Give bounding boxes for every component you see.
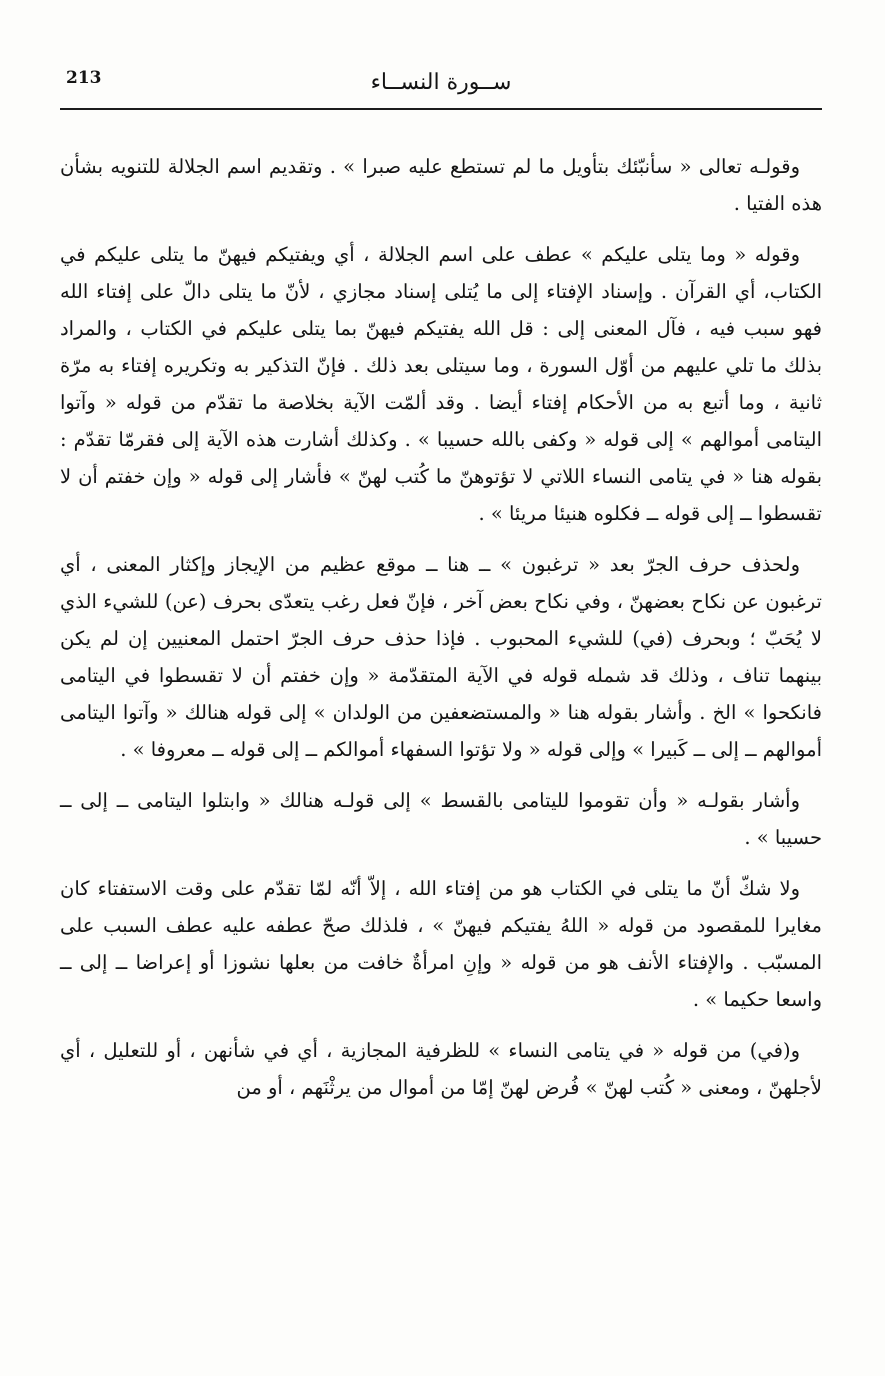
paragraph: وأشار بقولـه « وأن تقوموا لليتامى بالقسط » إلى قولـه هنالك « وابتلوا اليتامى ــ إلى ــ حسيبا » . (60, 789, 822, 849)
page-body (60, 148, 822, 1120)
header-divider (60, 108, 822, 110)
surah-title: ســورة النســاء (370, 70, 512, 95)
paragraph: ولحذف حرف الجرّ بعد « ترغبون » ــ هنا ــ موقع عظيم من الإيجاز وإكثار المعنى ، أي ترغبون عن نكاح بعضهنّ ، وفي نكاح بعض آخر ، فإنّ فعل رغب يتعدّى بحرف (عن) للشيء الذي لا يُحَبّ ؛ وبحرف (في) للشيء المحبوب . فإذا حذف حرف الجرّ احتمل المعنيين إن لم يكن بينهما تناف ، وذلك قد شمله قوله في الآية المتقدّمة « وإن خفتم أن لا تقسطوا في اليتامى فانكحوا » الخ . وأشار بقوله هنا « والمستضعفين من الولدان » إلى قوله هنالك « وآتوا اليتامى أموالهم ــ إلى ــ كَبيرا » وإلى قوله « ولا تؤتوا السفهاء أموالكم ــ إلى قوله ــ معروفا » . (60, 553, 822, 761)
paragraph: ولا شكّ أنّ ما يتلى في الكتاب هو من إفتاء الله ، إلاّ أنّه لمّا تقدّم على وقت الاستفتاء كان مغايرا للمقصود من قوله « اللهُ يفتيكم فيهنّ » ، فلذلك صحّ عطفه عليه عطف السبب على المسبّب . والإفتاء الأنف هو من قوله « وإنِ امرأةٌ خافت من بعلها نشوزا أو إعراضا ــ إلى ــ واسعا حكيما » . (60, 877, 822, 1011)
page-number: 213 (66, 68, 102, 88)
paragraph: وقولـه تعالى « سأنبّئك بتأويل ما لم تستطع عليه صبرا » . وتقديم اسم الجلالة للتنويه بشأن هذه الفتيا . (60, 155, 822, 215)
paragraph: وقوله « وما يتلى عليكم » عطف على اسم الجلالة ، أي ويفتيكم فيهنّ ما يتلى عليكم في الكتاب، أي القرآن . وإسناد الإفتاء إلى ما يُتلى إسناد مجازي ، لأنّ ما يتلى دالّ على إفتاء الله فهو سبب فيه ، فآل المعنى إلى : قل الله يفتيكم فيهنّ بما يتلى عليكم في الكتاب ، والمراد بذلك ما تلي عليهم من أوّل السورة ، وما سيتلى بعد ذلك . فإنّ التذكير به وتكريره إفتاء به مرّة ثانية ، وما أتبع به من الأحكام إفتاء أيضا . وقد ألمّت الآية بخلاصة ما تقدّم من قوله « وآتوا اليتامى أموالهم » إلى قوله « وكفى بالله حسيبا » . وكذلك أشارت هذه الآية إلى فقرمّا تقدّم : بقوله هنا « في يتامى النساء اللاتي لا تؤتوهنّ ما كُتب لهنّ » فأشار إلى قوله « وإن خفتم أن لا تقسطوا ــ إلى قوله ــ فكلوه هنيئا مريئا » . (60, 243, 822, 525)
page-header (60, 60, 822, 104)
paragraph: و(في) من قوله « في يتامى النساء » للظرفية المجازية ، أي في شأنهن ، أو للتعليل ، أي لأجلهنّ ، ومعنى « كُتب لهنّ » فُرض لهنّ إمّا من أموال من يرثْنَهم ، أو من (60, 1039, 822, 1099)
